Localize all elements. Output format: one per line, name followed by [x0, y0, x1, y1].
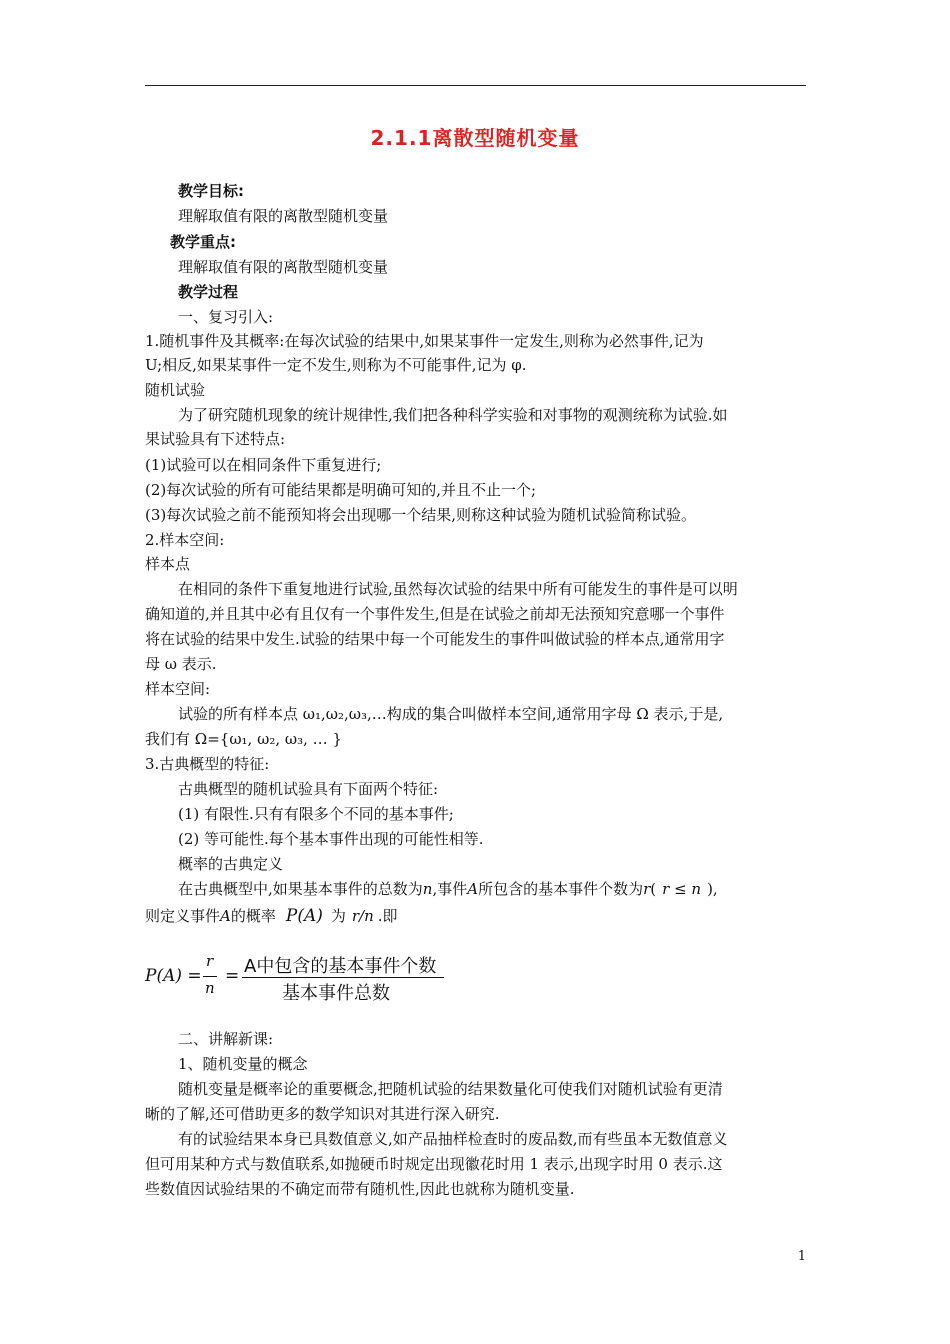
process-heading: 教学过程: [178, 283, 239, 301]
sample-point-line-2: 确知道的,并且其中必有且仅有一个事件发生,但是在试验之前却无法预知究意哪一个事件: [145, 605, 725, 623]
example-line-1: 有的试验结果本身已具数值意义,如产品抽样检查时的废品数,而有些虽本无数值意义: [178, 1130, 728, 1148]
sample-space-line-2: 我们有 Ω={ω₁, ω₂, ω₃, … }: [145, 730, 342, 748]
sample-point-heading: 样本点: [145, 555, 191, 573]
condition-1: (1)试验可以在相同条件下重复进行;: [145, 456, 382, 474]
example-line-2: 但可用某种方式与数值联系,如抛硬币时规定出现徽花时用 1 表示,出现字时用 0 表示.这: [145, 1155, 723, 1173]
feature-finite: (1) 有限性.只有有限多个不同的基本事件;: [178, 805, 454, 823]
definition-text: ,事件: [432, 880, 468, 898]
definition-text: 则定义事件: [145, 907, 221, 925]
formula-equals: =: [225, 966, 240, 986]
section-review: 一、复习引入:: [178, 308, 274, 326]
definition-text: (: [650, 880, 657, 898]
sample-point-line-3: 将在试验的结果中发生.试验的结果中每一个可能发生的事件叫做试验的样本点,通常用字: [145, 630, 725, 648]
page-title: 2.1.1离散型随机变量: [370, 126, 580, 150]
header-rule: [145, 85, 806, 86]
formula-lhs: P(A) =: [145, 966, 202, 986]
para-1-line-1: 1.随机事件及其概率:在每次试验的结果中,如果某事件一定发生,则称为必然事件,记为: [145, 332, 704, 350]
feature-equal-likelihood: (2) 等可能性.每个基本事件出现的可能性相等.: [178, 830, 484, 848]
sample-space-title: 2.样本空间:: [145, 531, 225, 549]
formula-denominator-n: n: [205, 979, 215, 997]
definition-text: 的概率: [230, 907, 276, 925]
classical-features-intro: 古典概型的随机试验具有下面两个特征:: [178, 780, 439, 798]
sample-space-heading: 样本空间:: [145, 680, 211, 698]
fraction-bar-small: [203, 976, 217, 977]
condition-2: (2)每次试验的所有可能结果都是明确可知的,并且不止一个;: [145, 481, 537, 499]
condition-r-le-n: r ≤ n: [662, 880, 702, 898]
formula-denominator: 基本事件总数: [282, 983, 390, 1004]
symbol-r: r: [643, 880, 651, 898]
page-number: 1: [797, 1249, 806, 1264]
condition-3: (3)每次试验之前不能预知将会出现哪一个结果,则称这种试验为随机试验简称试验。: [145, 506, 697, 524]
definition-text: 所包含的基本事件个数为: [478, 880, 644, 898]
classical-features-title: 3.古典概型的特征:: [145, 755, 270, 773]
definition-text: 在古典概型中,如果基本事件的总数为: [178, 880, 423, 898]
ratio-r-over-n: r/n: [351, 907, 374, 925]
key-heading: 教学重点:: [170, 233, 236, 251]
sample-space-line-1: 试验的所有样本点 ω₁,ω₂,ω₃,…构成的集合叫做样本空间,通常用字母 Ω 表示,于是,: [178, 705, 724, 723]
key-text: 理解取值有限的离散型随机变量: [178, 258, 389, 276]
random-trial-line-2: 果试验具有下述特点:: [145, 430, 286, 448]
probability-pa: P(A): [285, 906, 323, 926]
example-line-3: 些数值因试验结果的不确定而带有随机性,因此也就称为随机变量.: [145, 1180, 575, 1198]
definition-text: 为: [330, 907, 346, 925]
symbol-n: n: [422, 880, 433, 898]
goal-heading: 教学目标:: [178, 182, 244, 200]
fraction-bar: [242, 977, 444, 978]
concept-line-2: 晰的了解,还可借助更多的数学知识对其进行深入研究.: [145, 1105, 500, 1123]
sample-point-line-4: 母 ω 表示.: [145, 655, 217, 673]
definition-heading: 概率的古典定义: [178, 855, 284, 873]
concept-line-1: 随机变量是概率论的重要概念,把随机试验的结果数量化可使我们对随机试验有更清: [178, 1080, 723, 1098]
sample-point-line-1: 在相同的条件下重复地进行试验,虽然每次试验的结果中所有可能发生的事件是可以明: [178, 580, 738, 598]
probability-formula: [145, 952, 455, 1002]
goal-text: 理解取值有限的离散型随机变量: [178, 207, 389, 225]
definition-line-1: [178, 878, 718, 900]
symbol-a: A: [220, 907, 231, 925]
random-trial-heading: 随机试验: [145, 381, 206, 399]
para-1-line-2: U;相反,如果某事件一定不发生,则称为不可能事件,记为 φ.: [145, 356, 527, 374]
formula-numerator: A中包含的基本事件个数: [244, 956, 437, 977]
definition-text: ),: [707, 880, 718, 898]
random-variable-concept: 1、随机变量的概念: [178, 1055, 308, 1073]
formula-numerator-r: r: [206, 952, 214, 970]
section-new-lesson: 二、讲解新课:: [178, 1030, 274, 1048]
definition-text: .即: [377, 907, 398, 925]
definition-line-2: [145, 905, 398, 927]
symbol-a: A: [467, 880, 479, 898]
random-trial-line-1: 为了研究随机现象的统计规律性,我们把各种科学实验和对事物的观测统称为试验.如: [178, 406, 728, 424]
